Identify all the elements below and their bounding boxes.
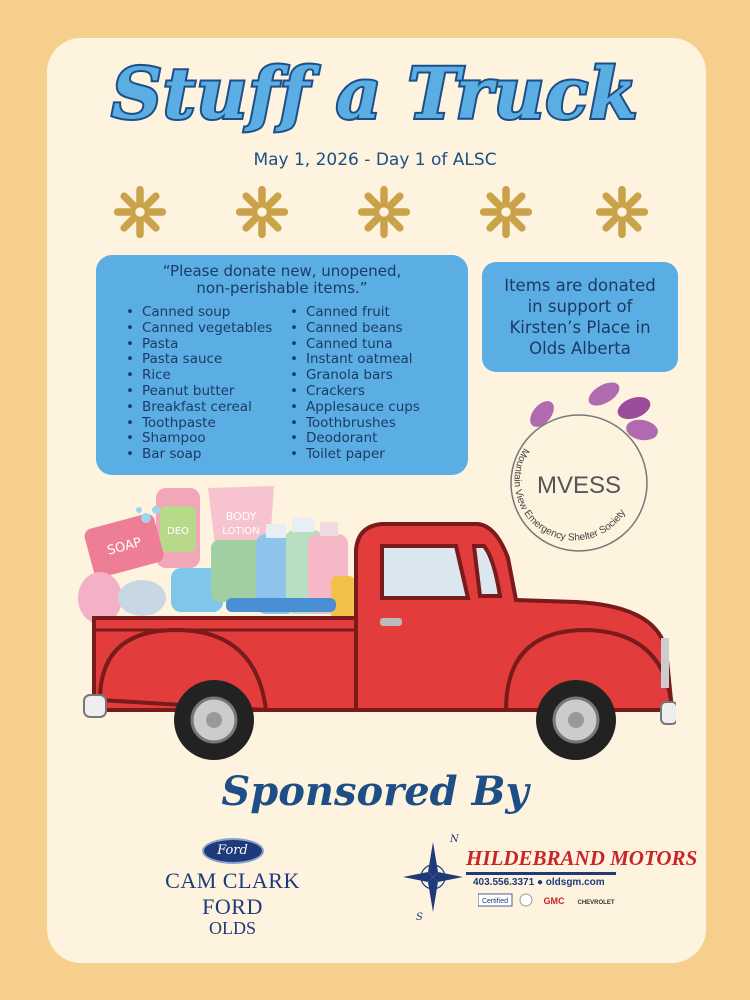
list-item: • Rice <box>126 368 272 384</box>
list-item: • Bar soap <box>126 447 272 463</box>
support-line: in support of <box>527 297 633 316</box>
support-line: Kirsten’s Place in <box>509 318 651 337</box>
ford-dealer-name: CAM CLARK FORD <box>165 868 300 919</box>
brand-badges <box>478 892 618 908</box>
list-item: • Crackers <box>290 384 420 400</box>
donation-quote <box>96 263 468 297</box>
list-item: • Pasta <box>126 337 272 353</box>
flower-icon <box>356 184 412 240</box>
svg-text:Certified: Certified <box>481 898 509 905</box>
jar-icon <box>118 580 166 616</box>
list-item: • Toothpaste <box>126 416 272 432</box>
event-date: May 1, 2026 - Day 1 of ALSC <box>253 150 497 170</box>
sponsored-by-heading: Sponsored By <box>221 768 529 815</box>
list-item: • Peanut butter <box>126 384 272 400</box>
mvess-ring-text: Mountain View Emergency Shelter Society <box>511 446 628 544</box>
yellow-bottle-icon <box>331 576 355 620</box>
list-item: • Deodorant <box>290 431 420 447</box>
items-list-left <box>126 305 272 463</box>
wipes-icon <box>211 540 261 602</box>
leaf-icon <box>585 378 623 410</box>
support-note <box>482 262 678 372</box>
list-item: • Granola bars <box>290 368 420 384</box>
list-item: • Canned fruit <box>290 305 420 321</box>
list-item: • Canned soup <box>126 305 272 321</box>
items-list-right <box>290 305 420 463</box>
soap-icon <box>83 512 165 579</box>
divider <box>466 872 616 875</box>
list-item: • Instant oatmeal <box>290 352 420 368</box>
svg-text:GMC: GMC <box>543 896 565 906</box>
list-item: • Breakfast cereal <box>126 400 272 416</box>
flower-icon <box>478 184 534 240</box>
deo-label: DEO <box>167 526 189 537</box>
toothpaste-icon <box>226 598 336 612</box>
truck-illustration <box>76 480 676 770</box>
list-item: • Pasta sauce <box>126 352 272 368</box>
hildebrand-contact: 403.556.3371 ● oldsgm.com <box>473 877 605 888</box>
svg-text:S: S <box>416 912 423 922</box>
quote-line: “Please donate new, unopened, <box>162 262 402 280</box>
support-line: Olds Alberta <box>529 339 631 358</box>
ford-dealer-city: OLDS <box>208 918 256 938</box>
ford-oval-icon: Ford <box>202 838 264 864</box>
svg-text:SOAP: SOAP <box>105 535 144 559</box>
list-item: • Toilet paper <box>290 447 420 463</box>
lotion-label: BODY <box>225 510 257 523</box>
hildebrand-motors-logo <box>398 832 698 922</box>
donation-list-box <box>96 255 468 475</box>
lotion-label: LOTION <box>222 526 260 537</box>
list-item: • Shampoo <box>126 431 272 447</box>
flower-icon <box>112 184 168 240</box>
compass-rose-icon <box>398 832 468 922</box>
support-line: Items are donated <box>504 276 656 295</box>
hildebrand-name: HILDEBRAND MOTORS <box>466 846 698 870</box>
svg-text:N: N <box>450 834 459 845</box>
flower-icon <box>594 184 650 240</box>
flower-icon <box>234 184 290 240</box>
poster-title: Stuff a Truck <box>111 52 639 135</box>
list-item: • Applesauce cups <box>290 400 420 416</box>
quote-line: non-perishable items.” <box>196 279 368 297</box>
list-item: • Canned vegetables <box>126 321 272 337</box>
leaf-icon <box>615 393 654 423</box>
buick-icon <box>520 894 532 906</box>
list-item: • Canned tuna <box>290 337 420 353</box>
cam-clark-ford-logo <box>135 838 330 938</box>
mvess-acronym: MVESS <box>536 472 622 499</box>
svg-text:CHEVROLET: CHEVROLET <box>577 900 615 906</box>
list-item: • Toothbrushes <box>290 416 420 432</box>
list-item: • Canned beans <box>290 321 420 337</box>
